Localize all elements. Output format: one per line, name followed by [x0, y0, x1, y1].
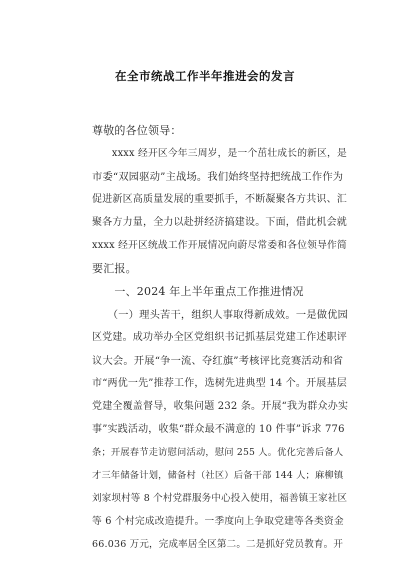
paragraph-line: xxxx 经开区今年三周岁，是一个茁壮成长的新区，是 [92, 148, 347, 159]
salutation-line: 尊敬的各位领导： [92, 124, 182, 137]
paragraph-line: （一）理头苦干，组织人事取得新成效。一是做优园 [92, 309, 349, 321]
paragraph-line: 事”实践活动，收集“群众最不满意的 10 件事”诉求 776 [92, 424, 345, 435]
paragraph-line: 等 6 个村完成改造提升。一季度向上争取党建等各类资金 [92, 516, 344, 527]
paragraph-line: 条；开展春节走访慰问活动，慰问 255 人。优化完善后备人 [92, 447, 344, 458]
section-heading: 一、2024 年上半年重点工作推进情况 [92, 285, 304, 298]
document-title: 在全市统战工作半年推进会的发言 [115, 69, 295, 83]
paragraph-line: 议大会。开展“争一流、夺红旗”考核评比竞赛活动和省 [92, 355, 344, 367]
paragraph-line: 66.036 万元，完成率居全区第二。二是抓好党员教育。开 [92, 539, 344, 550]
paragraph-line: 要汇报。 [92, 262, 137, 275]
paragraph-line: 促进新区高质量发展的重要抓手，不断凝聚各方共识、汇 [92, 194, 347, 205]
paragraph-line: 市“两优一先”推荐工作，选树先进典型 14 个。开展基层 [92, 378, 347, 389]
paragraph-line: 刘家坝村等 8 个村党群服务中心投入使用，福善镇王家社区 [92, 493, 348, 504]
paragraph-line: 区党建。成功举办全区党组织书记抓基层党建工作述职评 [92, 332, 347, 343]
paragraph-line: 党建全覆盖督导，收集问题 232 条。开展“我为群众办实 [92, 401, 349, 412]
paragraph-line: 才三年储备计划，储备村（社区）后备干部 144 人；麻柳镇 [92, 470, 344, 481]
paragraph-line: 聚各方力量，全力以赴拼经济搞建设。下面，借此机会就 [92, 217, 347, 228]
paragraph-line: xxxx 经开区统战工作开展情况向蔚尽常委和各位领导作简 [92, 240, 347, 251]
paragraph-line: 市委“双园驱动”主战场。我们始终坚持把统战工作作为 [92, 171, 344, 183]
